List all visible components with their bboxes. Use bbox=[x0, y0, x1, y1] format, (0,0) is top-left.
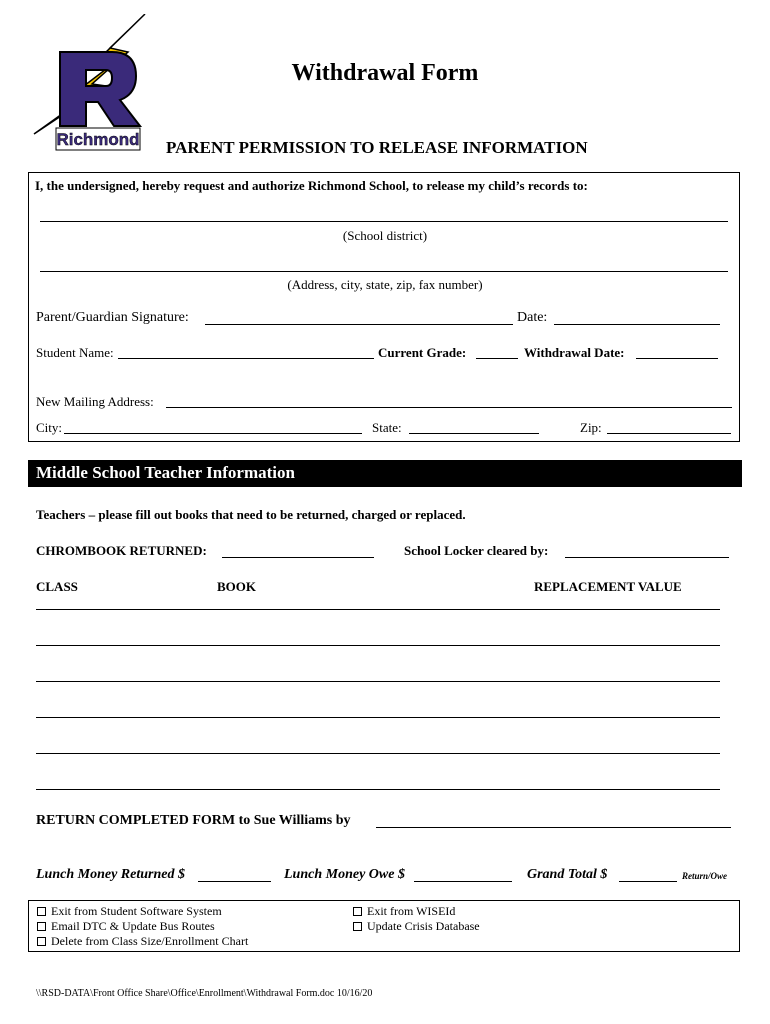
checkbox[interactable] bbox=[37, 907, 46, 916]
school-district-caption: (School district) bbox=[342, 228, 428, 243]
chromebook-label: CHROMBOOK RETURNED: bbox=[36, 543, 207, 558]
checkbox[interactable] bbox=[37, 922, 46, 931]
student-name-label: Student Name: bbox=[36, 345, 114, 360]
teacher-instructions: Teachers – please fill out books that need to be returned, charged or replaced. bbox=[36, 507, 466, 522]
mailing-address-label: New Mailing Address: bbox=[36, 394, 154, 409]
withdrawal-date-label: Withdrawal Date: bbox=[524, 345, 625, 360]
return-owe-note: Return/Owe bbox=[682, 871, 728, 881]
book-row-field[interactable] bbox=[36, 753, 720, 754]
address-field[interactable] bbox=[40, 271, 728, 272]
locker-label: School Locker cleared by: bbox=[404, 543, 549, 558]
locker-field[interactable] bbox=[565, 557, 729, 558]
column-class: CLASS bbox=[36, 579, 78, 594]
form-title: Withdrawal Form bbox=[291, 60, 479, 86]
school-district-field[interactable] bbox=[40, 221, 728, 222]
column-book: BOOK bbox=[217, 579, 257, 594]
column-replacement-value: REPLACEMENT VALUE bbox=[534, 579, 682, 594]
grand-total-field[interactable] bbox=[619, 881, 677, 882]
state-field[interactable] bbox=[409, 433, 539, 434]
grand-total-label: Grand Total $ bbox=[527, 867, 608, 882]
book-row-field[interactable] bbox=[36, 717, 720, 718]
lunch-owe-field[interactable] bbox=[414, 881, 512, 882]
file-path-footer: \\RSD-DATA\Front Office Share\Office\Enrollment\Withdrawal Form.doc 10/16/20 bbox=[36, 988, 373, 999]
signature-field[interactable] bbox=[205, 324, 513, 325]
checklist-item[interactable]: Email DTC & Update Bus Routes bbox=[37, 919, 215, 934]
lunch-owe-label: Lunch Money Owe $ bbox=[284, 867, 405, 882]
chromebook-field[interactable] bbox=[222, 557, 374, 558]
book-row-field[interactable] bbox=[36, 789, 720, 790]
checkbox[interactable] bbox=[353, 907, 362, 916]
student-name-field[interactable] bbox=[118, 358, 374, 359]
checklist-item[interactable]: Delete from Class Size/Enrollment Chart bbox=[37, 934, 248, 949]
checklist-item[interactable]: Exit from WISEId bbox=[353, 904, 455, 919]
checkbox[interactable] bbox=[37, 937, 46, 946]
checklist-item[interactable]: Exit from Student Software System bbox=[37, 904, 222, 919]
book-row-field[interactable] bbox=[36, 681, 720, 682]
lunch-returned-field[interactable] bbox=[198, 881, 271, 882]
teacher-section-heading: Middle School Teacher Information bbox=[36, 463, 295, 482]
return-instruction: RETURN COMPLETED FORM to Sue Williams by bbox=[36, 813, 351, 828]
current-grade-label: Current Grade: bbox=[378, 345, 467, 360]
current-grade-field[interactable] bbox=[476, 358, 518, 359]
release-intro-text: I, the undersigned, hereby request and authorize Richmond School, to release my child’s records to: bbox=[35, 178, 588, 193]
zip-field[interactable] bbox=[607, 433, 731, 434]
state-label: State: bbox=[372, 420, 402, 435]
city-field[interactable] bbox=[64, 433, 362, 434]
lunch-returned-label: Lunch Money Returned $ bbox=[36, 867, 185, 882]
date-field[interactable] bbox=[554, 324, 720, 325]
form-subtitle: PARENT PERMISSION TO RELEASE INFORMATION bbox=[166, 138, 588, 157]
svg-text:Richmond: Richmond bbox=[56, 130, 140, 149]
checklist-item[interactable]: Update Crisis Database bbox=[353, 919, 480, 934]
withdrawal-date-field[interactable] bbox=[636, 358, 718, 359]
book-row-field[interactable] bbox=[36, 645, 720, 646]
address-caption: (Address, city, state, zip, fax number) bbox=[287, 277, 483, 292]
checkbox[interactable] bbox=[353, 922, 362, 931]
city-label: City: bbox=[36, 420, 63, 435]
date-label: Date: bbox=[517, 310, 548, 325]
signature-label: Parent/Guardian Signature: bbox=[36, 310, 189, 325]
zip-label: Zip: bbox=[580, 420, 602, 435]
return-by-date-field[interactable] bbox=[376, 827, 731, 828]
mailing-address-field[interactable] bbox=[166, 407, 732, 408]
book-row-field[interactable] bbox=[36, 609, 720, 610]
